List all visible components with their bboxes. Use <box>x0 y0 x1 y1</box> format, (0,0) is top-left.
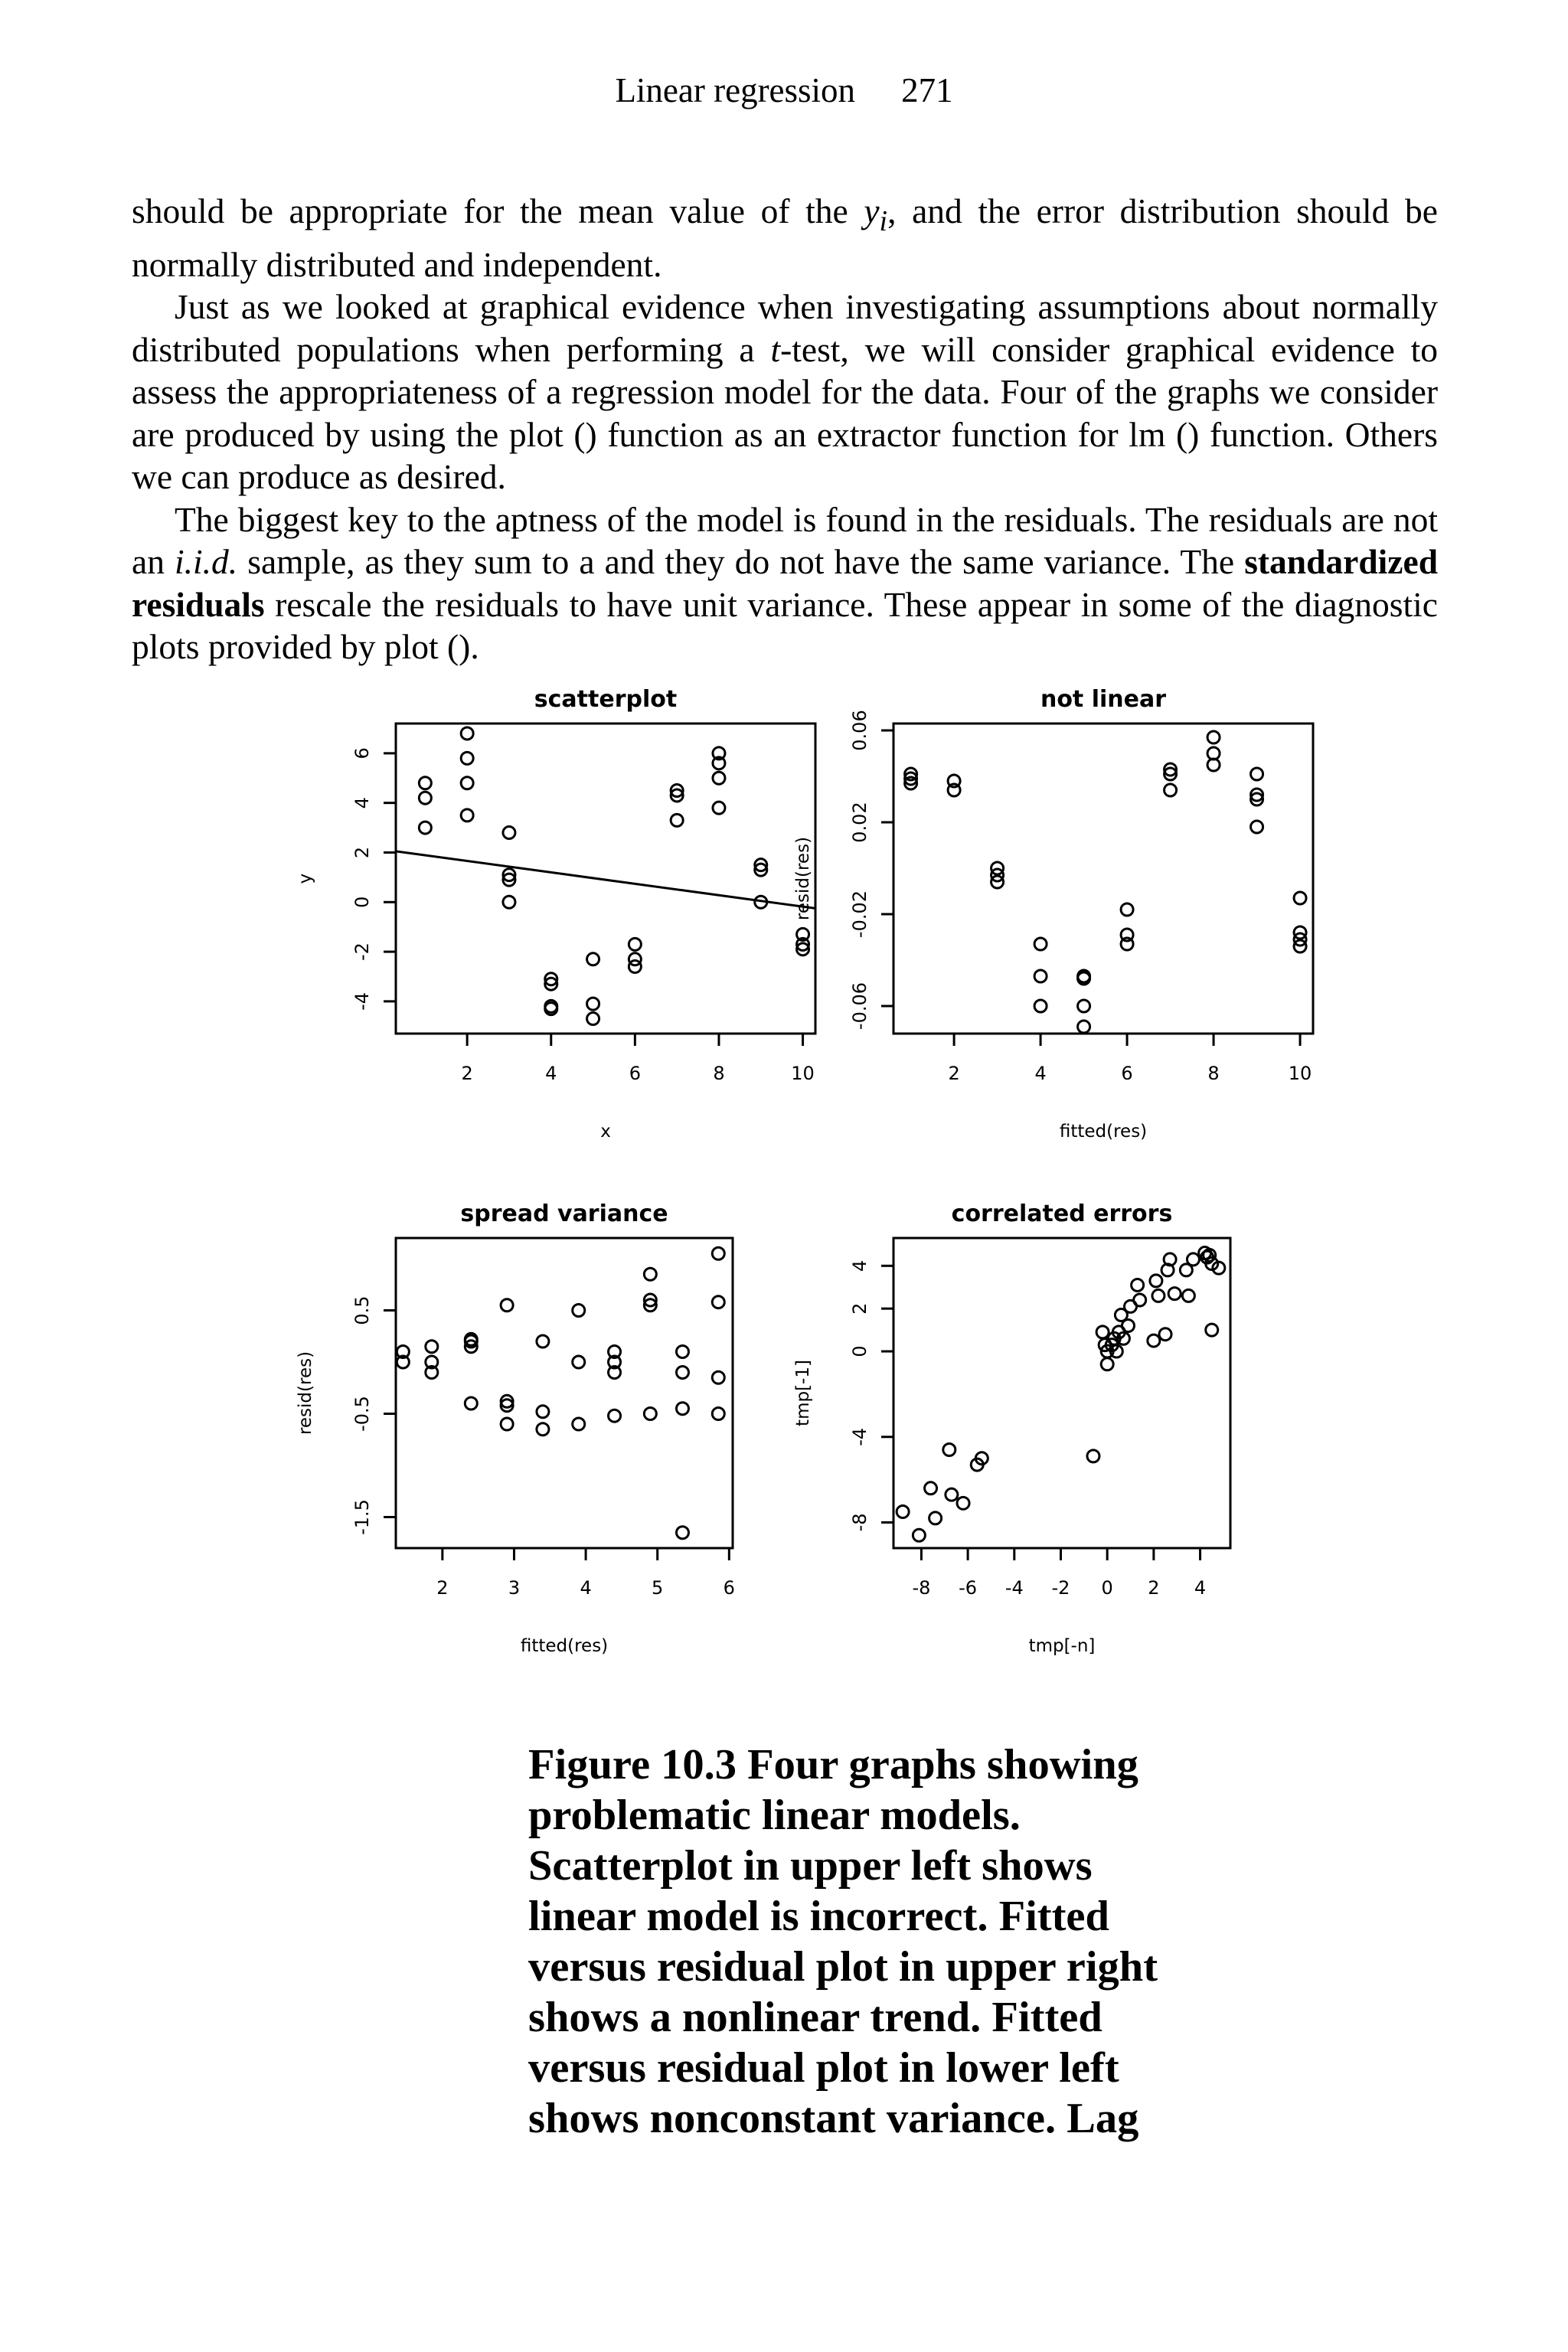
panel-2-x-axis-label: fitted(res) <box>1059 1122 1148 1142</box>
panel-3-data-point <box>537 1406 549 1418</box>
panel-4-y-tick-label: 2 <box>849 1302 871 1315</box>
panel-3-x-tick-label: 3 <box>508 1577 521 1599</box>
panel-2-y-axis-label: resid(res) <box>793 836 813 921</box>
paragraph-3-text-c: rescale the residuals to have unit variance. These appear in some of the diagnostic plots provided by plot (). <box>132 584 1438 667</box>
panel-2-data-point <box>1121 903 1133 916</box>
paragraph-1 <box>132 190 1438 286</box>
panel-1-data-point <box>713 772 725 784</box>
panel-3-plot-frame <box>396 1238 733 1548</box>
panel-1-y-tick-label: -4 <box>351 991 373 1011</box>
panel-3-data-point <box>465 1397 477 1410</box>
panel-3-data-point <box>573 1305 585 1317</box>
paragraph-1-text-b: , and the error distribution should be normally distributed and independent. <box>132 191 1438 284</box>
panel-4-y-axis-label: tmp[-1] <box>793 1360 813 1426</box>
panel-1-data-point <box>713 802 725 814</box>
panel-4-data-point <box>897 1506 909 1518</box>
panel-4-data-point <box>925 1482 937 1494</box>
panel-1-data-point <box>671 814 683 826</box>
yi-symbol: y <box>864 191 880 230</box>
panel-3-data-point <box>537 1423 549 1436</box>
panel-4-y-tick-label: -8 <box>849 1513 871 1532</box>
panel-2-x-tick-label: 10 <box>1288 1063 1312 1084</box>
panel-1-x-tick-label: 10 <box>791 1063 815 1084</box>
panel-2-data-point <box>1251 768 1263 780</box>
paragraph-3-text-b: sample, as they sum to a and they do not have the same variance. The <box>237 542 1245 582</box>
panel-3-title: spread variance <box>460 1200 668 1227</box>
panel-1-data-point <box>587 998 599 1010</box>
panel-3-data-point <box>644 1268 656 1280</box>
panel-1-data-point <box>461 809 473 822</box>
panel-4-data-point <box>1087 1450 1099 1462</box>
panel-4-x-tick-label: 2 <box>1148 1577 1160 1599</box>
paragraph-2-text-a: Just as we looked at graphical evidence when investigating assumptions about normally distributed populations when performing a <box>132 287 1438 369</box>
panel-2-data-point <box>1207 731 1220 743</box>
paragraph-2 <box>132 286 1438 498</box>
panel-3-data-point <box>712 1296 724 1308</box>
panel-2-data-point <box>1034 970 1047 982</box>
figure-10-3 <box>291 686 1312 1726</box>
panel-4-data-point <box>1152 1289 1165 1302</box>
running-title: Linear regression <box>615 71 856 109</box>
panel-2-x-tick-label: 8 <box>1207 1063 1220 1084</box>
panel-1-x-tick-label: 2 <box>461 1063 473 1084</box>
figure-panels <box>291 686 1312 1726</box>
panel-1-y-tick-label: 4 <box>351 797 373 809</box>
panel-1-data-point <box>461 727 473 740</box>
panel-4-data-point <box>1206 1324 1218 1336</box>
panel-1-y-tick-label: -2 <box>351 942 373 962</box>
panel-3-y-axis-label: resid(res) <box>296 1351 315 1436</box>
panel-4-data-point <box>1159 1328 1171 1341</box>
panel-4-data-point <box>957 1497 969 1509</box>
panel-2-y-tick-label: -0.06 <box>849 982 871 1031</box>
panel-3-data-point <box>501 1299 513 1312</box>
panel-3-data-point <box>712 1247 724 1259</box>
panel-2-y-tick-label: 0.06 <box>849 710 871 751</box>
panel-4-title: correlated errors <box>951 1200 1173 1227</box>
panel-3-data-point <box>426 1341 438 1353</box>
panel-3-x-tick-label: 2 <box>436 1577 449 1599</box>
panel-1-data-point <box>503 827 515 839</box>
panel-3-data-point <box>676 1367 688 1379</box>
panel-3-data-point <box>537 1335 549 1348</box>
running-header <box>0 70 1568 110</box>
panel-3-y-tick-label: 0.5 <box>351 1295 373 1325</box>
panel-1-data-point <box>419 822 431 834</box>
panel-1-data-point <box>503 896 515 908</box>
panel-1-regression-line <box>396 851 815 909</box>
panel-4-data-point <box>913 1529 925 1541</box>
panel-2-title: not linear <box>1040 686 1167 713</box>
panel-1-data-point <box>461 752 473 764</box>
panel-4-data-point <box>1168 1288 1181 1300</box>
panel-4-data-point <box>1182 1289 1194 1302</box>
panel-2-y-tick-label: 0.02 <box>849 802 871 843</box>
panel-1-x-tick-label: 8 <box>713 1063 725 1084</box>
panel-3-y-tick-label: -1.5 <box>351 1499 373 1535</box>
panel-4-y-tick-label: 4 <box>849 1259 871 1272</box>
panel-2-data-point <box>1078 1021 1090 1033</box>
panel-1-plot-frame <box>396 724 815 1034</box>
panel-4-y-tick-label: -4 <box>849 1427 871 1446</box>
panel-3-data-point <box>712 1408 724 1420</box>
standardized-residuals-term: standardized residuals <box>132 542 1438 624</box>
panel-4-data-point <box>929 1512 942 1524</box>
paragraph-3-text-a: The biggest key to the aptness of the model is found in the residuals. The residuals are not an <box>132 499 1438 582</box>
panel-1-y-axis-label: y <box>296 873 315 884</box>
panel-1-data-point <box>419 792 431 804</box>
panel-4-data-point <box>1122 1320 1134 1332</box>
panel-4-plot-frame <box>893 1238 1230 1548</box>
panel-4-data-point <box>946 1488 958 1501</box>
panel-3-data-point <box>712 1371 724 1383</box>
panel-1-x-tick-label: 4 <box>545 1063 557 1084</box>
paragraph-3 <box>132 498 1438 668</box>
t-symbol: t <box>770 329 781 369</box>
panel-4-x-tick-label: 0 <box>1101 1577 1113 1599</box>
panel-4-data-point <box>1132 1279 1144 1291</box>
panel-4-data-point <box>1150 1275 1162 1287</box>
paragraph-1-text-a: should be appropriate for the mean value of the <box>132 191 864 230</box>
panel-3-data-point <box>676 1403 688 1415</box>
body-text <box>132 190 1438 668</box>
panel-2-y-tick-label: -0.02 <box>849 890 871 939</box>
panel-3-x-tick-label: 6 <box>723 1577 735 1599</box>
panel-3-x-axis-label: fitted(res) <box>520 1636 609 1656</box>
panel-3-y-tick-label: -0.5 <box>351 1396 373 1432</box>
page-number: 271 <box>901 71 953 109</box>
panel-1-data-point <box>587 953 599 965</box>
panel-1-y-tick-label: 0 <box>351 896 373 908</box>
panel-3-data-point <box>644 1408 656 1420</box>
figure-caption: Figure 10.3 Four graphs showing problematic linear models. Scatterplot in upper left shows linear model is incorrect. Fitted versus residual plot in upper right shows a nonlinear trend. Fitted versus residual plot in lower left shows nonconstant variance. Lag <box>528 1741 1158 2142</box>
panel-3-data-point <box>676 1527 688 1539</box>
panel-4-data-point <box>1148 1334 1160 1347</box>
panel-1-y-tick-label: 2 <box>351 846 373 859</box>
panel-1-x-axis-label: x <box>600 1122 611 1142</box>
panel-2-data-point <box>1294 892 1306 904</box>
yi-subscript: i <box>879 205 888 238</box>
panel-3-x-tick-label: 5 <box>652 1577 664 1599</box>
panel-1-data-point <box>419 777 431 789</box>
panel-1-x-tick-label: 6 <box>629 1063 642 1084</box>
panel-3-data-point <box>501 1418 513 1430</box>
panel-4-x-axis-label: tmp[-n] <box>1028 1636 1096 1656</box>
panel-1-y-tick-label: 6 <box>351 747 373 760</box>
panel-2-data-point <box>1121 938 1133 950</box>
panel-4-x-tick-label: -6 <box>959 1577 978 1599</box>
panel-2-data-point <box>1165 784 1177 796</box>
panel-3-data-point <box>573 1418 585 1430</box>
panel-2-data-point <box>948 784 960 796</box>
panel-4-x-tick-label: -8 <box>912 1577 931 1599</box>
panel-2-data-point <box>1078 1000 1090 1012</box>
panel-2-data-point <box>1034 1000 1047 1012</box>
panel-3-x-tick-label: 4 <box>580 1577 592 1599</box>
panel-4-data-point <box>1134 1294 1146 1306</box>
panel-1-data-point <box>629 961 641 973</box>
panel-1-data-point <box>587 1013 599 1025</box>
panel-4-data-point <box>1187 1253 1199 1266</box>
panel-4-data-point <box>1101 1358 1113 1370</box>
panel-3-data-point <box>573 1356 585 1368</box>
panel-2-data-point <box>1251 821 1263 833</box>
panel-1-data-point <box>629 938 641 950</box>
iid-term: i.i.d. <box>175 542 238 582</box>
panel-2-plot-frame <box>893 724 1313 1034</box>
panel-4-y-tick-label: 0 <box>849 1345 871 1357</box>
panel-3-data-point <box>676 1346 688 1358</box>
panel-4-data-point <box>943 1444 956 1456</box>
panel-1-title: scatterplot <box>534 686 678 713</box>
panel-3-data-point <box>609 1410 621 1422</box>
panel-4-x-tick-label: -2 <box>1051 1577 1070 1599</box>
panel-4-data-point <box>1096 1326 1109 1338</box>
panel-2-data-point <box>1034 938 1047 950</box>
panel-1-data-point <box>461 777 473 789</box>
panel-2-x-tick-label: 2 <box>948 1063 960 1084</box>
panel-2-x-tick-label: 6 <box>1121 1063 1133 1084</box>
paragraph-2-text-b: -test, we will consider graphical evidence to assess the appropriateness of a regression model for the data. Four of the graphs we consider are produced by using the plot () function as an extractor function for lm () function. Others we can produce as desired. <box>132 329 1438 497</box>
panel-4-x-tick-label: -4 <box>1004 1577 1024 1599</box>
panel-2-x-tick-label: 4 <box>1034 1063 1047 1084</box>
panel-4-x-tick-label: 4 <box>1194 1577 1207 1599</box>
